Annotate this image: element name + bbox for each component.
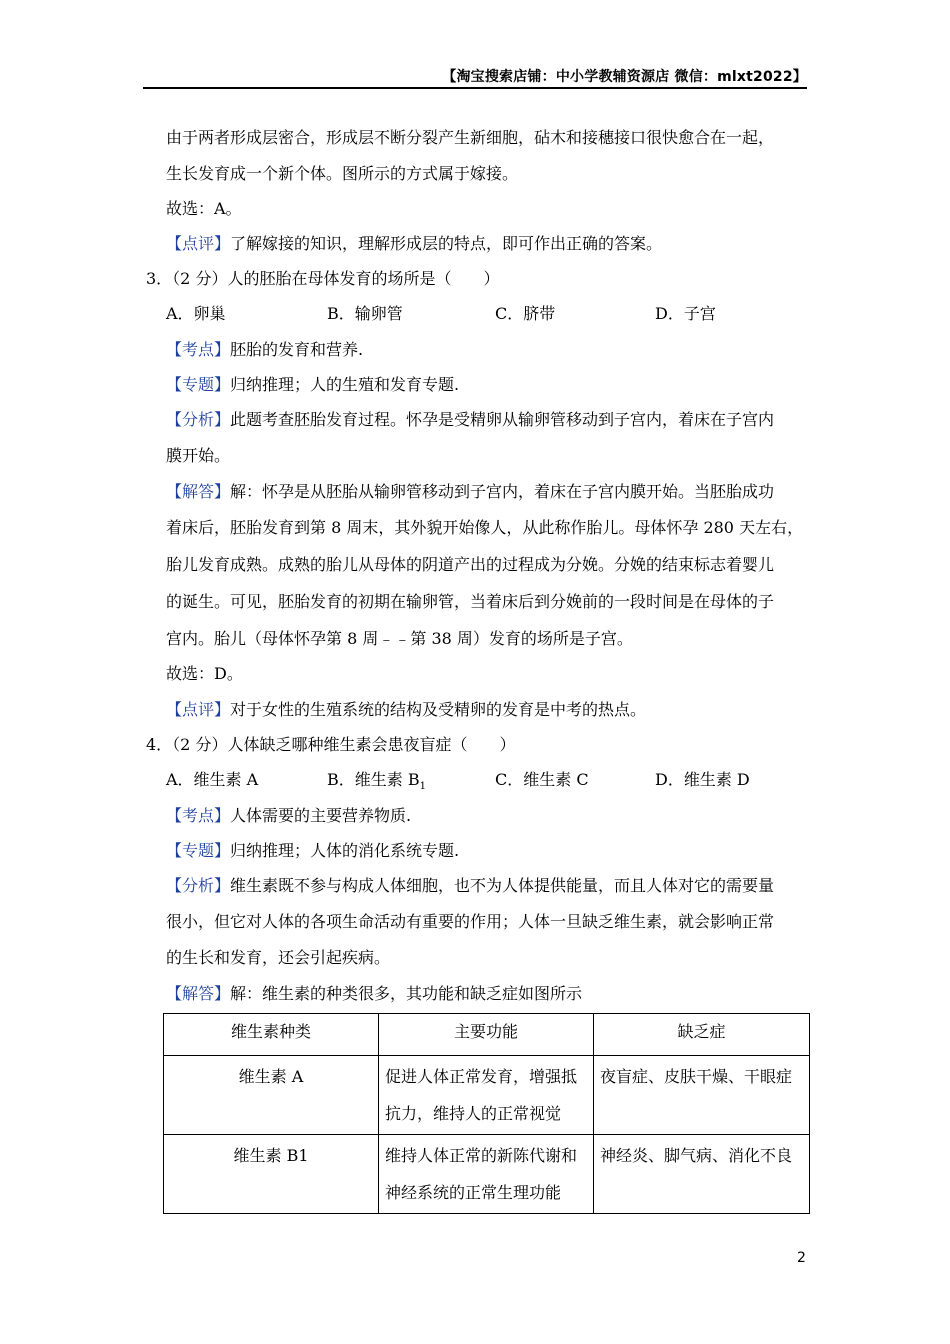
kaodian-tag: 【考点】	[166, 806, 231, 825]
q3-dianping	[166, 700, 646, 720]
comment-tag: 【点评】	[166, 234, 231, 253]
q4-option-a: A．维生素 A	[166, 770, 259, 789]
kaodian-tag: 【考点】	[166, 340, 231, 359]
q4-option-d: D．维生素 D	[655, 770, 750, 789]
q3-jieda-line-5: 宫内。胎儿（母体怀孕第 8 周﹣﹣第 38 周）发育的场所是子宫。	[166, 629, 633, 648]
table-header-cell: 维生素种类	[164, 1014, 379, 1056]
jieda-tag: 【解答】	[166, 984, 231, 1003]
q3-jieda-line-4: 的诞生。可见，胚胎发育的初期在输卵管，当着床后到分娩前的一段时间是在母体的子	[166, 592, 775, 611]
table-cell: 维生素 A	[164, 1056, 379, 1135]
table-cell: 夜盲症、皮肤干燥、干眼症	[594, 1056, 810, 1135]
table-cell: 维生素 B1	[164, 1135, 379, 1214]
q4-option-b-text: B．维生素 B	[327, 770, 420, 789]
table-header-row	[164, 1014, 810, 1056]
q3-jieda-line-2: 着床后，胚胎发育到第 8 周末，其外貌开始像人，从此称作胎儿。母体怀孕 280 天左右，	[166, 518, 804, 537]
q3-stem: 3．（2 分）人的胚胎在母体发育的场所是（ ）	[146, 269, 500, 288]
q4-zhuanti	[166, 841, 459, 861]
q4-stem: 4．（2 分）人体缺乏哪种维生素会患夜盲症（ ）	[146, 735, 516, 754]
page-number: 2	[797, 1250, 806, 1266]
prev-answer: 故选：A。	[166, 199, 242, 218]
fenxi-tag: 【分析】	[166, 410, 231, 429]
q4-kaodian	[166, 806, 411, 826]
table-row	[164, 1056, 810, 1135]
jieda-tag: 【解答】	[166, 482, 231, 501]
q4-jieda	[166, 984, 582, 1004]
prev-line-2: 生长发育成一个新个体。图所示的方式属于嫁接。	[166, 164, 519, 183]
fenxi-text: 此题考查胚胎发育过程。怀孕是受精卵从输卵管移动到子宫内，着床在子宫内	[230, 410, 775, 429]
q4-option-b	[327, 770, 426, 797]
q4-option-b-sub: 1	[419, 781, 426, 793]
q4-option-c: C．维生素 C	[495, 770, 589, 789]
q3-jieda-line-3: 胎儿发育成熟。成熟的胎儿从母体的阴道产出的过程成为分娩。分娩的结束标志着婴儿	[166, 555, 775, 574]
q3-kaodian	[166, 340, 363, 360]
fenxi-tag: 【分析】	[166, 876, 231, 895]
q3-fenxi-line-2: 膜开始。	[166, 446, 231, 465]
q4-fenxi-line-3: 的生长和发育，还会引起疾病。	[166, 948, 391, 967]
vitamin-table	[163, 1013, 810, 1214]
header-rule	[143, 87, 807, 89]
jieda-text: 解：怀孕是从胚胎从输卵管移动到子宫内，着床在子宫内膜开始。当胚胎成功	[230, 482, 775, 501]
q3-fenxi	[166, 410, 774, 430]
prev-line-1: 由于两者形成层密合，形成层不断分裂产生新细胞，砧木和接穗接口很快愈合在一起，	[166, 128, 775, 147]
kaodian-text: 人体需要的主要营养物质.	[230, 806, 412, 825]
table-header-cell: 主要功能	[379, 1014, 594, 1056]
q3-option-a: A．卵巢	[166, 304, 226, 323]
kaodian-text: 胚胎的发育和营养.	[230, 340, 364, 359]
fenxi-text: 维生素既不参与构成人体细胞，也不为人体提供能量，而且人体对它的需要量	[230, 876, 775, 895]
dianping-text: 对于女性的生殖系统的结构及受精卵的发育是中考的热点。	[230, 700, 647, 719]
dianping-tag: 【点评】	[166, 700, 231, 719]
q3-zhuanti	[166, 375, 459, 395]
q3-option-d: D．子宫	[655, 304, 716, 323]
prev-comment	[166, 234, 662, 254]
q4-fenxi	[166, 876, 774, 896]
table-cell: 促进人体正常发育，增强抵抗力，维持人的正常视觉	[379, 1056, 594, 1135]
table-row	[164, 1135, 810, 1214]
q3-answer: 故选：D。	[166, 664, 243, 683]
page-header: 【淘宝搜索店铺：中小学教辅资源店 微信：mlxt2022】	[442, 69, 807, 85]
zhuanti-text: 归纳推理；人体的消化系统专题.	[230, 841, 460, 860]
q3-option-b: B．输卵管	[327, 304, 403, 323]
q3-option-c: C．脐带	[495, 304, 556, 323]
table-header-cell: 缺乏症	[594, 1014, 810, 1056]
table-cell: 维持人体正常的新陈代谢和神经系统的正常生理功能	[379, 1135, 594, 1214]
q3-jieda	[166, 482, 774, 502]
zhuanti-tag: 【专题】	[166, 841, 231, 860]
comment-text: 了解嫁接的知识，理解形成层的特点，即可作出正确的答案。	[230, 234, 663, 253]
table-cell: 神经炎、脚气病、消化不良	[594, 1135, 810, 1214]
q4-fenxi-line-2: 很小，但它对人体的各项生命活动有重要的作用；人体一旦缺乏维生素，就会影响正常	[166, 912, 775, 931]
zhuanti-text: 归纳推理；人的生殖和发育专题.	[230, 375, 460, 394]
zhuanti-tag: 【专题】	[166, 375, 231, 394]
jieda-text: 解：维生素的种类很多，其功能和缺乏症如图所示	[230, 984, 583, 1003]
